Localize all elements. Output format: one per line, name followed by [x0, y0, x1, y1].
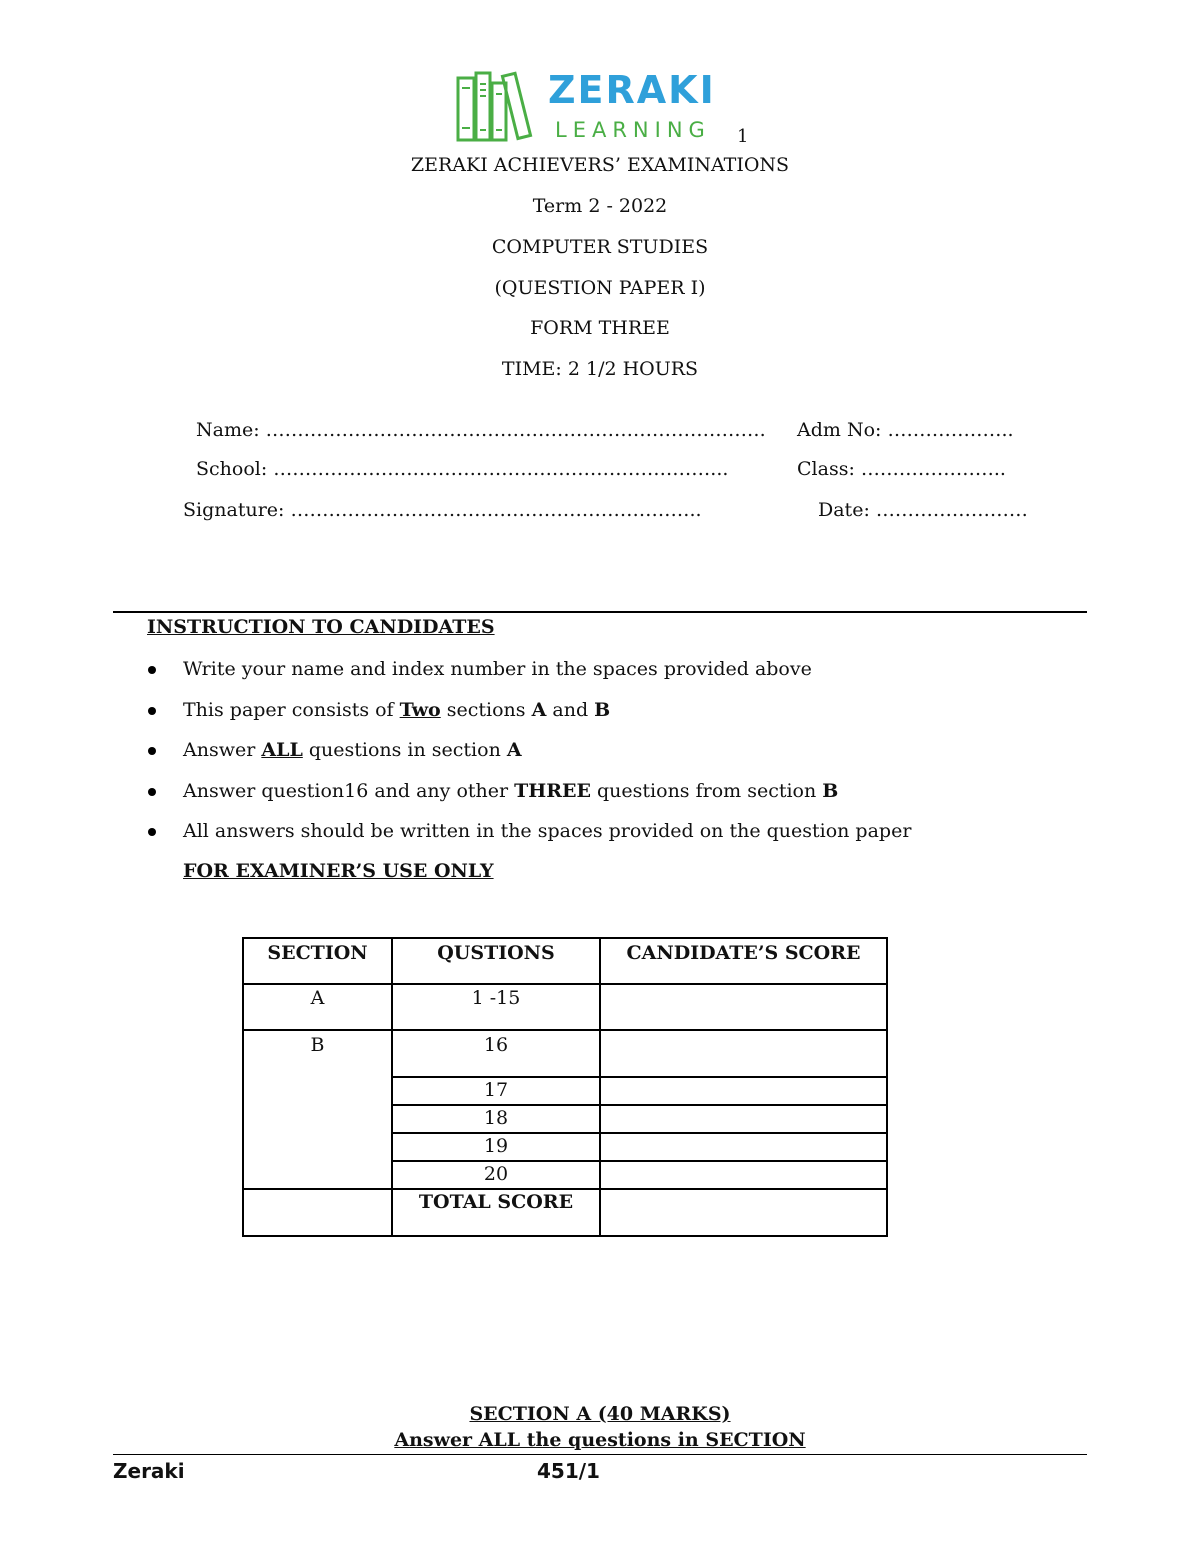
- logo-wordmark: ZERAKI: [548, 68, 716, 112]
- list-item: [147, 819, 911, 860]
- signature-field[interactable]: Signature: ………………………………………………………..: [183, 499, 702, 521]
- bullet-icon: [148, 707, 156, 715]
- list-item: [147, 698, 911, 739]
- class-field[interactable]: Class: …………………..: [797, 458, 1006, 480]
- table-border: [242, 1029, 888, 1031]
- instruction-text: This paper consists of: [183, 698, 400, 721]
- table-border: [886, 937, 888, 1237]
- instruction-text: questions in section: [302, 739, 507, 762]
- instructions-list: [147, 657, 911, 860]
- section-b-cell: B: [310, 1034, 325, 1056]
- header-score: CANDIDATE’S SCORE: [626, 942, 861, 964]
- footer-paper-code: 451/1: [537, 1459, 600, 1483]
- instructions-title: INSTRUCTION TO CANDIDATES: [147, 616, 495, 638]
- exam-title: ZERAKI ACHIEVERS’ EXAMINATIONS: [410, 154, 790, 176]
- table-border: [242, 1188, 888, 1190]
- instruction-text: Answer question16 and any other: [183, 779, 515, 802]
- instruction-text: Answer: [183, 739, 262, 762]
- footer-brand: Zeraki: [113, 1459, 185, 1483]
- paper-title: (QUESTION PAPER I): [494, 277, 706, 299]
- divider-top: [113, 611, 1087, 613]
- question-18: 18: [483, 1107, 509, 1129]
- instruction-text: Write your name and index number in the spaces provided above: [183, 658, 812, 680]
- instruction-text: and: [546, 698, 595, 721]
- table-border: [391, 1104, 888, 1106]
- total-score-label: TOTAL SCORE: [418, 1191, 574, 1213]
- name-field[interactable]: Name: …………………………………………………………………….: [196, 419, 766, 441]
- section-a-cell: A: [310, 987, 325, 1009]
- question-19: 19: [483, 1135, 509, 1157]
- list-item: [147, 738, 911, 779]
- bullet-icon: [148, 666, 156, 674]
- question-20: 20: [483, 1163, 509, 1185]
- table-border: [242, 937, 888, 939]
- score-table: [242, 937, 888, 1237]
- instruction-emphasis: A: [531, 698, 547, 721]
- footer-divider: [113, 1454, 1087, 1455]
- header-questions: QUSTIONS: [437, 942, 555, 964]
- table-border: [242, 983, 888, 985]
- school-field[interactable]: School: ……………………………………………………………...: [196, 458, 729, 480]
- instruction-emphasis: B: [594, 698, 611, 721]
- list-item: [147, 657, 911, 698]
- exam-term: Term 2 - 2022: [532, 195, 668, 217]
- instruction-emphasis: ALL: [261, 739, 303, 762]
- date-field[interactable]: Date: ……………………: [818, 499, 1028, 521]
- adm-no-field[interactable]: Adm No: ………………..: [797, 419, 1014, 441]
- examiner-use-heading: FOR EXAMINER’S USE ONLY: [183, 860, 494, 882]
- instruction-emphasis: Two: [399, 698, 441, 721]
- exam-time: TIME: 2 1/2 HOURS: [501, 358, 699, 380]
- table-border: [242, 937, 244, 1237]
- zeraki-logo: [455, 70, 745, 145]
- table-border: [242, 1235, 888, 1237]
- header-section: SECTION: [267, 942, 368, 964]
- table-border: [391, 1076, 888, 1078]
- bullet-icon: [148, 747, 156, 755]
- instruction-text: All answers should be written in the spaces provided on the question paper: [183, 820, 912, 843]
- bullet-icon: [148, 788, 156, 796]
- form-level: FORM THREE: [530, 317, 670, 339]
- instruction-text: sections: [440, 698, 532, 721]
- subject-title: COMPUTER STUDIES: [491, 236, 709, 258]
- section-a-title: SECTION A (40 MARKS): [469, 1403, 731, 1425]
- table-border: [599, 937, 601, 1237]
- table-border: [391, 1132, 888, 1134]
- question-16: 16: [483, 1034, 509, 1056]
- bullet-icon: [148, 828, 156, 836]
- logo-subtitle: LEARNING: [555, 118, 711, 142]
- question-17: 17: [483, 1079, 509, 1101]
- list-item: [147, 779, 911, 820]
- instruction-emphasis: A: [506, 739, 522, 762]
- instruction-emphasis: B: [822, 779, 839, 802]
- section-a-instruction: Answer ALL the questions in SECTION: [394, 1429, 806, 1451]
- instruction-text: questions from section: [590, 779, 823, 802]
- books-icon: [455, 70, 545, 145]
- section-a-questions: 1 -15: [471, 987, 521, 1009]
- table-border: [391, 1160, 888, 1162]
- instruction-emphasis: THREE: [514, 779, 591, 802]
- page-number: 1: [737, 126, 749, 147]
